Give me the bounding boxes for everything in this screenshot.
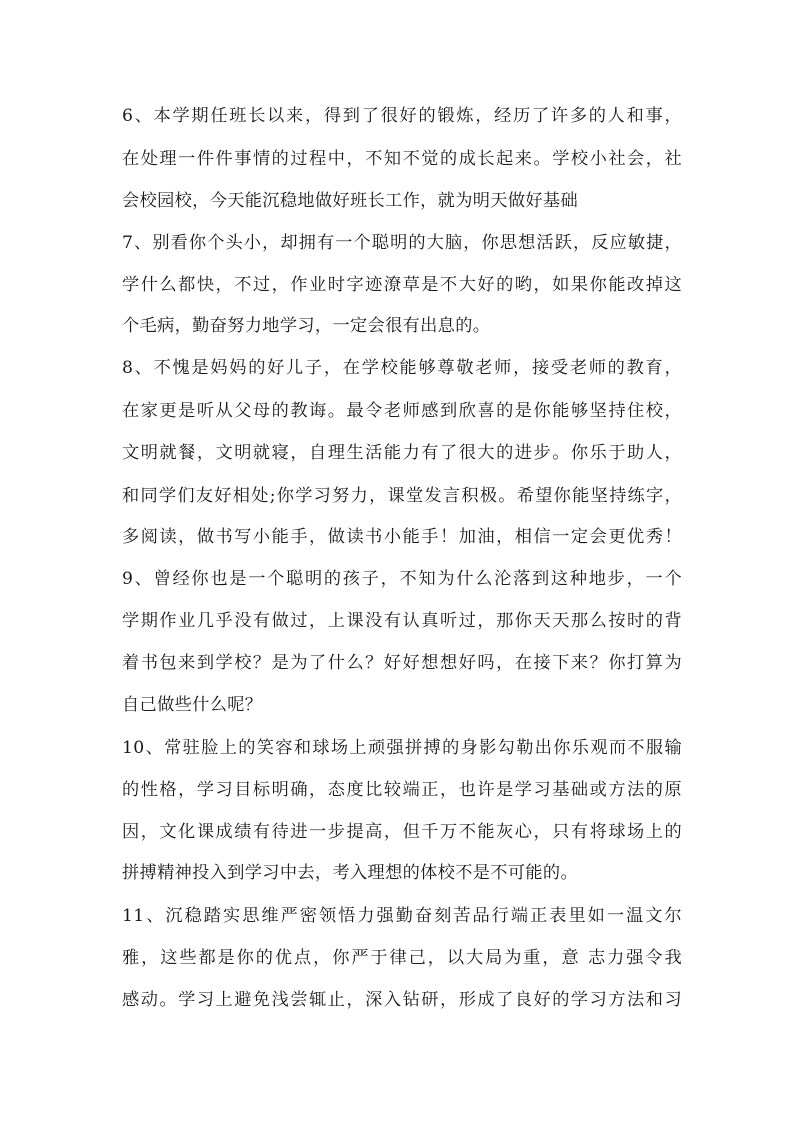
paragraph-9-line-1: 9、曾经你也是一个聪明的孩子，不知为什么沦落到这种地步，一个 [122,569,682,589]
paragraph-10-line-1: 10、常驻脸上的笑容和球场上顽强拼搏的身影勾勒出你乐观而不服输 [122,738,682,758]
paragraph-6-line-1: 6、本学期任班长以来，得到了很好的锻炼，经历了许多的人和事， [122,106,682,126]
paragraph-11-line-2: 雅，这些都是你的优点，你严于律己，以大局为重，意 志力强令我 [122,948,682,968]
paragraph-10-line-4: 拼搏精神投入到学习中去，考入理想的体校不是不可能的。 [122,863,578,883]
paragraph-8-line-1: 8、不愧是妈妈的好儿子，在学校能够尊敬老师，接受老师的教育， [122,358,682,378]
paragraph-9-line-4: 自己做些什么呢？ [122,695,263,715]
paragraph-9-line-2: 学期作业几乎没有做过，上课没有认真听过，那你天天那么按时的背 [122,611,682,631]
paragraph-7-line-2: 学什么都快，不过，作业时字迹潦草是不大好的哟，如果你能改掉这 [122,275,682,295]
paragraph-11-line-3: 感动。学习上避免浅尝辄止，深入钻研，形成了良好的学习方法和习 [122,990,682,1010]
paragraph-9-line-3: 着书包来到学校？是为了什么？好好想想好吗，在接下来？你打算为 [122,653,682,673]
paragraph-8-line-4: 和同学们友好相处;你学习努力，课堂发言积极。希望你能坚持练字， [122,486,682,506]
paragraph-8-line-5: 多阅读，做书写小能手，做读书小能手！加油，相信一定会更优秀！ [122,527,682,547]
paragraph-8-line-2: 在家更是听从父母的教诲。最令老师感到欣喜的是你能够坚持住校， [122,401,682,421]
paragraph-6-line-2: 在处理一件件事情的过程中，不知不觉的成长起来。学校小社会，社 [122,149,682,169]
paragraph-11-line-1: 11、沉稳踏实思维严密领悟力强勤奋刻苦品行端正表里如一温文尔 [122,906,682,926]
paragraph-10-line-2: 的性格，学习目标明确，态度比较端正，也许是学习基础或方法的原 [122,780,682,800]
paragraph-10-line-3: 因，文化课成绩有待进一步提高，但千万不能灰心，只有将球场上的 [122,822,682,842]
paragraph-8-line-3: 文明就餐，文明就寝，自理生活能力有了很大的进步。你乐于助人， [122,443,682,463]
paragraph-7-line-3: 个毛病，勤奋努力地学习，一定会很有出息的。 [122,316,491,336]
paragraph-6-line-3: 会校园校，今天能沉稳地做好班长工作，就为明天做好基础 [122,191,578,211]
paragraph-7-line-1: 7、别看你个头小，却拥有一个聪明的大脑，你思想活跃，反应敏捷， [122,233,682,253]
